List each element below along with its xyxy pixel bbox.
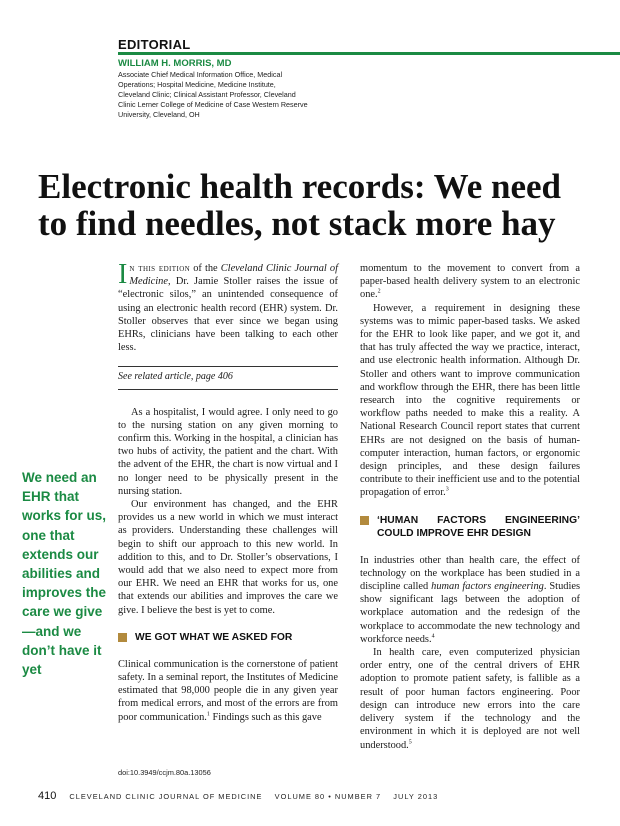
body-paragraph: However, a requirement in designing these systems was to mimic paper-based tasks. We asked for the EHR to look like paper, and we got it, and that has truly affected the way we practice, interact, and use electronic health information. Although Dr. Stoller and others want to improve communication and workflow through the EHR, there has been little research into the cognitive requirements or workflow paths needed to make this a reality. A National Research Council report states that current EHRs are not designed on the basis of human-computer interaction, human factors, or ergonomic design principles, and these design failures contribute to their inefficient use and to the potential propagation of error.$^3$: [360, 302, 580, 499]
journal-title: Cleveland Clinic Journal of Medicine: [129, 263, 338, 288]
footer-number: NUMBER 7: [334, 792, 382, 801]
page-footer: [38, 790, 598, 802]
section-label: EDITORIAL: [118, 37, 191, 52]
pull-quote: We need an EHR that works for us, one that extends our abilities and improves the care we give—and we don’t have it yet: [22, 470, 107, 678]
left-column: [118, 259, 338, 724]
section-rule: [118, 52, 620, 55]
footer-bullet: •: [328, 792, 332, 801]
page-number: 410: [38, 790, 57, 802]
author-affiliation: Associate Chief Medical Information Office, Medical Operations; Hospital Medicine, Medicine Institute, Cleveland Clinic; Clinical Assistant Professor, Cleveland Clinic Lerner College of Medicine of Case Western Reserve University, Cleveland, OH: [118, 70, 308, 119]
intro-smallcaps: n this edition: [129, 263, 191, 274]
subhead: [118, 631, 338, 644]
reference-number[interactable]: 4: [431, 633, 435, 640]
subhead-text: WE GOT WHAT WE ASKED FOR: [135, 631, 293, 643]
body-paragraph: Clinical communication is the cornerstone of patient safety. In a seminal report, the Institutes of Medicine estimated that 98,000 people die in any given year from medical errors, and most of the errors are from poor communication.$^1$ Findings such as this gave: [118, 658, 338, 723]
subhead-square-icon: [118, 633, 127, 642]
intro-text-b: , Dr. Jamie Stoller raises the issue of “electronic silos,” an unintended consequence of using an electronic health record (EHR) system. Dr. Stoller observes that ever since we began using EHRs, clinicians have been talking to each other less.: [118, 276, 338, 354]
body-paragraph: Our environment has changed, and the EHR provides us a new world in which we must interact as providers. Understanding these challenges will begin to shift our approach to this new world. In addition to this, and to Dr. Stoller’s observations, I would add that we also need to expect more from our EHR. We need an EHR that works for us, one that extends our abilities and improves the care we give. I believe the best is yet to come.: [118, 499, 338, 616]
drop-cap: I: [118, 259, 128, 290]
intro-paragraph: [118, 259, 338, 354]
subhead-text: ‘HUMAN FACTORS ENGINEERING’ COULD IMPROVE EHR DESIGN: [377, 514, 580, 539]
body-paragraph: As a hospitalist, I would agree. I only need to go to the nursing station on any given morning to confirm this. Working in the hospital, a clinician has two hubs of activity, the patient and the chart. With the advent of the EHR, the chart is now virtual and I no longer need to be physically present in the nursing station.: [118, 406, 338, 497]
body-paragraph: momentum to the movement to convert from a paper-based health delivery system to an electronic one.$^2$: [360, 263, 580, 301]
subhead-square-icon: [360, 516, 369, 525]
body-paragraph: In industries other than health care, the effect of technology on the workplace has been studied in a discipline called human factors engineering. Studies show significant lags between the adoption of workplace automation and the redesign of the workplace to accommodate the new technology and workforce needs.$^4$: [360, 554, 581, 645]
author-name: WILLIAM H. MORRIS, MD: [118, 58, 232, 69]
footer-date: JULY 2013: [393, 792, 439, 801]
right-column: [360, 262, 580, 752]
body-paragraph: In health care, even computerized physician order entry, one of the central drivers of EHR adoption to promote patient safety, is fallible as a result of poor human factors engineering. Poor design can introduce new errors into the care delivery system if the technology and the environment in which it is deployed are not well understood.$^5$: [360, 647, 580, 751]
subhead: [360, 514, 580, 540]
intro-text-a: of the: [190, 263, 221, 274]
reference-number[interactable]: 2: [377, 288, 381, 295]
article-headline: Electronic health records: We need to find needles, not stack more hay: [38, 167, 561, 243]
reference-number[interactable]: 1: [206, 711, 210, 718]
doi: doi:10.3949/ccjm.80a.13056: [118, 768, 211, 777]
reference-number[interactable]: 5: [408, 739, 412, 746]
footer-volume: VOLUME 80: [274, 792, 326, 801]
footer-journal: CLEVELAND CLINIC JOURNAL OF MEDICINE: [69, 792, 263, 801]
related-article-link[interactable]: See related article, page 406: [118, 366, 338, 389]
reference-number[interactable]: 3: [445, 486, 449, 493]
